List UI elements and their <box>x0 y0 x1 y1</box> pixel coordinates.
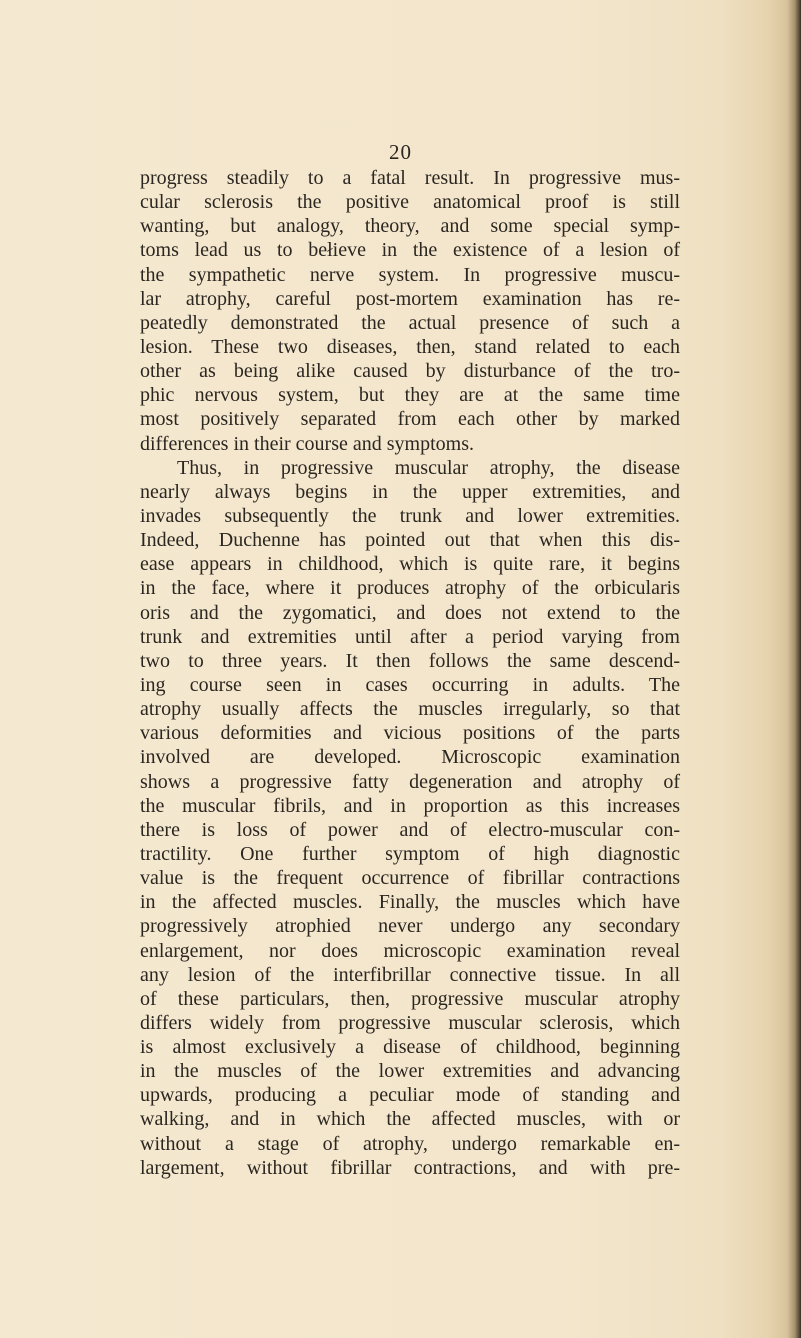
text-line: ease appears in childhood, which is quite rare, it begins <box>140 553 680 576</box>
text-line: oris and the zygomatici, and does not extend to the <box>140 601 680 624</box>
text-line: cular sclerosis the positive anatomical proof is still <box>140 191 680 214</box>
text-line: differences in their course and symptoms. <box>140 432 474 455</box>
text-line: atrophy usually affects the muscles irregularly, so that <box>140 698 680 721</box>
text-line: without a stage of atrophy, undergo remarkable en- <box>140 1132 680 1155</box>
text-line: in the affected muscles. Finally, the muscles which have <box>140 891 680 914</box>
text-line: trunk and extremities until after a period varying from <box>140 625 680 648</box>
text-line: the muscular fibrils, and in proportion as this increases <box>140 794 680 817</box>
text-line: tractility. One further symptom of high diagnostic <box>140 842 680 865</box>
text-line: lar atrophy, careful post-mortem examination has re- <box>140 287 680 310</box>
text-line: two to three years. It then follows the same descend- <box>140 649 680 672</box>
text-line: Indeed, Duchenne has pointed out that when this dis- <box>140 529 680 552</box>
text-line: ing course seen in cases occurring in adults. The <box>140 673 680 696</box>
text-line: toms lead us to bełieve in the existence of a lesion of <box>140 239 680 262</box>
text-line: any lesion of the interfibrillar connective tissue. In all <box>140 963 680 986</box>
text-line: progress steadily to a fatal result. In progressive mus- <box>140 167 680 189</box>
text-line: in the face, where it produces atrophy of the orbicularis <box>140 577 680 600</box>
text-line: Thus, in progressive muscular atrophy, the disease <box>177 456 680 479</box>
text-line: enlargement, nor does microscopic examination reveal <box>140 939 680 962</box>
text-line: shows a progressive fatty degeneration and atrophy of <box>140 770 680 793</box>
text-line: other as being alike caused by disturbance of the tro- <box>140 360 680 383</box>
page-number: 20 <box>389 140 412 164</box>
text-line: there is loss of power and of electro-muscular con- <box>140 818 680 841</box>
text-line: the sympathetic nerve system. In progressive muscu- <box>140 263 680 286</box>
text-line: peatedly demonstrated the actual presence of such a <box>140 311 680 334</box>
text-line: most positively separated from each other by marked <box>140 408 680 431</box>
text-line: involved are developed. Microscopic examination <box>140 746 680 769</box>
text-line: various deformities and vicious positions of the parts <box>140 722 680 745</box>
text-line: phic nervous system, but they are at the same time <box>140 384 680 407</box>
text-line: of these particulars, then, progressive muscular atrophy <box>140 987 680 1010</box>
text-line: is almost exclusively a disease of childhood, beginning <box>140 1036 680 1059</box>
text-line: in the muscles of the lower extremities and advancing <box>140 1060 680 1083</box>
text-line: differs widely from progressive muscular sclerosis, which <box>140 1011 680 1034</box>
text-line: invades subsequently the trunk and lower extremities. <box>140 504 680 527</box>
text-line: walking, and in which the affected muscles, with or <box>140 1108 680 1131</box>
text-line: nearly always begins in the upper extremities, and <box>140 480 680 503</box>
text-line: value is the frequent occurrence of fibrillar contractions <box>140 867 680 890</box>
text-line: upwards, producing a peculiar mode of standing and <box>140 1084 680 1107</box>
body-text <box>140 166 680 1180</box>
text-line: progressively atrophied never undergo any secondary <box>140 915 680 938</box>
page-edge-shadow <box>787 0 801 1338</box>
text-line: wanting, but analogy, theory, and some special symp- <box>140 215 680 238</box>
text-line: lesion. These two diseases, then, stand related to each <box>140 335 680 358</box>
text-line: largement, without fibrillar contractions, and with pre- <box>140 1156 680 1179</box>
